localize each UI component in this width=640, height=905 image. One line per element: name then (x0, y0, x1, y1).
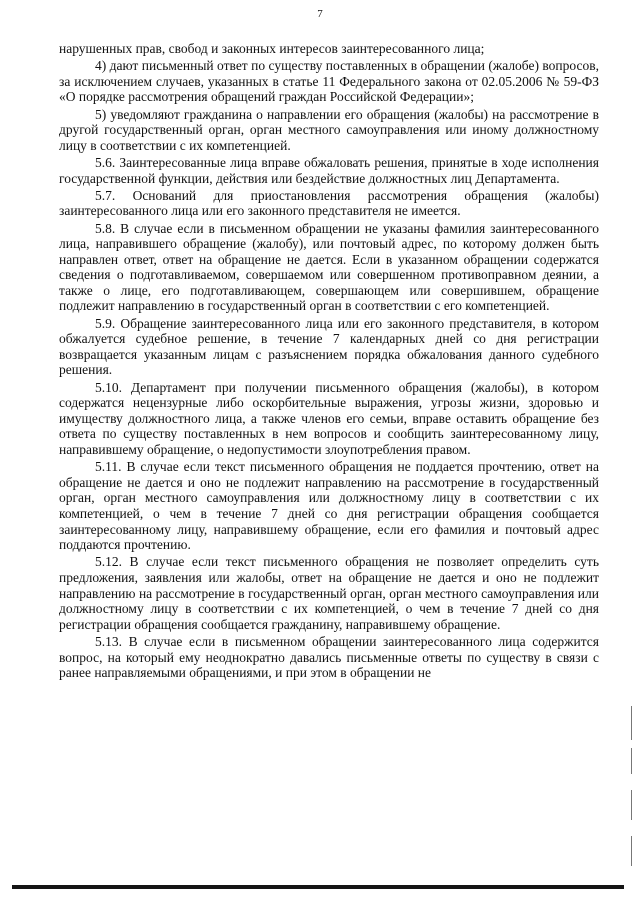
scan-margin-mark (631, 790, 632, 820)
paragraph-5-12: 5.12. В случае если текст письменного обращения не позволяет определить суть предложения, заявления или жалобы, ответ на обращение не дается и оно не подлежит направлению на рассмотрение в государственный орган, орган местного самоуправления или должностному лицу в соответствии с их компетенцией, о чем в течение 7 дней со дня регистрации обращения сообщается гражданину, направившему обращение. (59, 554, 599, 632)
paragraph-continuation: нарушенных прав, свобод и законных интересов заинтересованного лица; (59, 41, 485, 56)
document-body (59, 41, 599, 682)
paragraph-5-8: 5.8. В случае если в письменном обращении не указаны фамилия заинтересованного лица, направившего обращение (жалобу), или почтовый адрес, по которому должен быть направлен ответ, ответ на обращение не дается. Если в указанном обращении содержатся сведения о подготавливаемом, совершаемом или совершенном противоправном деянии, а также о лице, его подготавливающем, совершающем или совершившем, обращение подлежит направлению в государственный орган в соответствии с его компетенцией. (59, 220, 599, 314)
paragraph-5-9: 5.9. Обращение заинтересованного лица или его законного представителя, в котором обжалуется судебное решение, в течение 7 календарных дней со дня регистрации возвращается указанным лицам с разъяснением порядка обжалования данного судебного решения. (59, 315, 599, 378)
paragraph-5-11: 5.11. В случае если текст письменного обращения не поддается прочтению, ответ на обращение не дается и оно не подлежит направлению на рассмотрение в государственный орган, орган местного самоуправления или должностному лицу в соответствии с их компетенцией, о чем в течение 7 дней со дня регистрации обращения сообщается заинтересованному лицу, направившему обращение, если его фамилия и почтовый адрес поддаются прочтению. (59, 459, 599, 553)
paragraph-5-10: 5.10. Департамент при получении письменного обращения (жалобы), в котором содержатся нецензурные либо оскорбительные выражения, угрозы жизни, здоровью и имуществу должностного лица, а также членов его семьи, вправе оставить обращение без ответа по существу поставленных в нем вопросов и сообщить заинтересованному лицу, направившему обращение, о недопустимости злоупотребления правом. (59, 379, 599, 457)
paragraph-5-7: 5.7. Оснований для приостановления рассмотрения обращения (жалобы) заинтересованного лица или его законного представителя не имеется. (59, 187, 599, 219)
paragraph-item-5: 5) уведомляют гражданина о направлении его обращения (жалобы) на рассмотрение в другой государственный орган, орган местного самоуправления или иному должностному лицу в соответствии с их компетенцией. (59, 106, 599, 153)
scan-bottom-edge-line (12, 885, 624, 889)
scan-margin-mark (631, 706, 632, 740)
scan-margin-mark (631, 836, 632, 866)
scan-margin-mark (631, 748, 632, 774)
paragraph-5-6: 5.6. Заинтересованные лица вправе обжаловать решения, принятые в ходе исполнения государственной функции, действия или бездействие должностных лиц Департамента. (59, 154, 599, 186)
paragraph-item-4: 4) дают письменный ответ по существу поставленных в обращении (жалобе) вопросов, за исключением случаев, указанных в статье 11 Федерального закона от 02.05.2006 № 59-ФЗ «О порядке рассмотрения обращений граждан Российской Федерации»; (59, 58, 599, 105)
paragraph-5-13: 5.13. В случае если в письменном обращении заинтересованного лица содержится вопрос, на который ему неоднократно давались письменные ответы по существу в связи с ранее направляемыми обращениями, и при этом в обращении не (59, 633, 599, 681)
page-number: 7 (317, 8, 323, 20)
